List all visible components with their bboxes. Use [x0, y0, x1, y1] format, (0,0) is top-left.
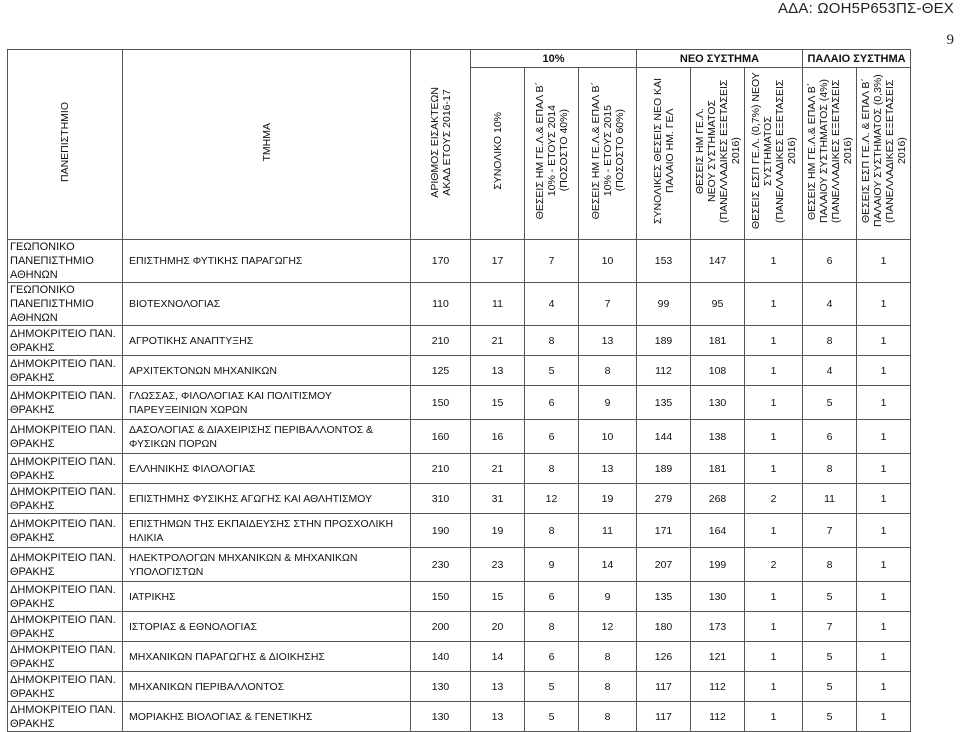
value-cell: 9: [579, 582, 637, 612]
value-cell: 164: [691, 514, 745, 548]
value-cell: 1: [857, 326, 911, 356]
value-cell: 1: [857, 283, 911, 326]
value-cell: 173: [691, 612, 745, 642]
value-cell: 6: [525, 582, 579, 612]
value-cell: 1: [857, 672, 911, 702]
department-cell: ΜΗΧΑΝΙΚΩΝ ΠΑΡΑΓΩΓΗΣ & ΔΙΟΙΚΗΣΗΣ: [123, 642, 411, 672]
value-cell: 160: [411, 420, 471, 454]
value-cell: 1: [745, 672, 803, 702]
table-row: [8, 548, 911, 582]
value-cell: 4: [803, 356, 857, 386]
university-cell: ΔΗΜΟΚΡΙΤΕΙΟ ΠΑΝ. ΘΡΑΚΗΣ: [8, 612, 123, 642]
value-cell: 170: [411, 240, 471, 283]
value-cell: 8: [579, 672, 637, 702]
value-cell: 230: [411, 548, 471, 582]
department-cell: ΗΛΕΚΤΡΟΛΟΓΩΝ ΜΗΧΑΝΙΚΩΝ & ΜΗΧΑΝΙΚΩΝ ΥΠΟΛΟΓΙΣΤΩΝ: [123, 548, 411, 582]
value-cell: 1: [745, 283, 803, 326]
value-cell: 189: [637, 454, 691, 484]
university-cell: ΔΗΜΟΚΡΙΤΕΙΟ ΠΑΝ. ΘΡΑΚΗΣ: [8, 582, 123, 612]
col-old-day: ΘΕΣΕΙΣ ΗΜ ΓΕ.Λ.& ΕΠΑΛ Β΄ ΠΑΛΑΙΟΥ ΣΥΣΤΗΜΑΤΟΣ (4%) (ΠΑΝΕΛΛΑΔΙΚΕΣ ΕΞΕΤΑΣΕΙΣ 2016): [803, 68, 857, 240]
value-cell: 1: [745, 356, 803, 386]
value-cell: 6: [803, 420, 857, 454]
value-cell: 1: [857, 642, 911, 672]
value-cell: 8: [803, 454, 857, 484]
value-cell: 7: [803, 612, 857, 642]
value-cell: 1: [857, 240, 911, 283]
value-cell: 12: [579, 612, 637, 642]
value-cell: 130: [691, 386, 745, 420]
value-cell: 19: [579, 484, 637, 514]
university-cell: ΔΗΜΟΚΡΙΤΕΙΟ ΠΑΝ. ΘΡΑΚΗΣ: [8, 642, 123, 672]
department-cell: ΜΟΡΙΑΚΗΣ ΒΙΟΛΟΓΙΑΣ & ΓΕΝΕΤΙΚΗΣ: [123, 702, 411, 732]
value-cell: 13: [471, 356, 525, 386]
value-cell: 1: [857, 386, 911, 420]
value-cell: 1: [857, 548, 911, 582]
value-cell: 9: [579, 386, 637, 420]
table-row: [8, 582, 911, 612]
value-cell: 1: [857, 582, 911, 612]
value-cell: 1: [857, 484, 911, 514]
value-cell: 15: [471, 582, 525, 612]
value-cell: 23: [471, 548, 525, 582]
value-cell: 130: [411, 702, 471, 732]
value-cell: 1: [857, 454, 911, 484]
value-cell: 8: [803, 326, 857, 356]
value-cell: 125: [411, 356, 471, 386]
value-cell: 1: [745, 420, 803, 454]
value-cell: 5: [803, 642, 857, 672]
value-cell: 110: [411, 283, 471, 326]
value-cell: 138: [691, 420, 745, 454]
value-cell: 1: [745, 514, 803, 548]
department-cell: ΜΗΧΑΝΙΚΩΝ ΠΕΡΙΒΑΛΛΟΝΤΟΣ: [123, 672, 411, 702]
value-cell: 6: [525, 642, 579, 672]
value-cell: 20: [471, 612, 525, 642]
value-cell: 5: [803, 672, 857, 702]
allocation-table: [7, 49, 911, 732]
table-row: [8, 420, 911, 454]
value-cell: 189: [637, 326, 691, 356]
value-cell: 8: [579, 702, 637, 732]
col-total-10: ΣΥΝΟΛΙΚΟ 10%: [471, 68, 525, 240]
value-cell: 310: [411, 484, 471, 514]
value-cell: 11: [803, 484, 857, 514]
value-cell: 108: [691, 356, 745, 386]
value-cell: 8: [803, 548, 857, 582]
table-row: [8, 612, 911, 642]
value-cell: 1: [745, 702, 803, 732]
value-cell: 150: [411, 582, 471, 612]
university-cell: ΔΗΜΟΚΡΙΤΕΙΟ ΠΑΝ. ΘΡΑΚΗΣ: [8, 514, 123, 548]
value-cell: 11: [471, 283, 525, 326]
department-cell: ΕΠΙΣΤΗΜΗΣ ΦΥΣΙΚΗΣ ΑΓΩΓΗΣ ΚΑΙ ΑΘΛΗΤΙΣΜΟΥ: [123, 484, 411, 514]
value-cell: 8: [525, 612, 579, 642]
value-cell: 21: [471, 454, 525, 484]
department-cell: ΕΠΙΣΤΗΜΗΣ ΦΥΤΙΚΗΣ ΠΑΡΑΓΩΓΗΣ: [123, 240, 411, 283]
value-cell: 6: [525, 420, 579, 454]
value-cell: 7: [525, 240, 579, 283]
value-cell: 4: [803, 283, 857, 326]
value-cell: 8: [579, 356, 637, 386]
university-cell: ΔΗΜΟΚΡΙΤΕΙΟ ΠΑΝ. ΘΡΑΚΗΣ: [8, 356, 123, 386]
table-row: [8, 484, 911, 514]
university-cell: ΓΕΩΠΟΝΙΚΟ ΠΑΝΕΠΙΣΤΗΜΙΟ ΑΘΗΝΩΝ: [8, 283, 123, 326]
value-cell: 1: [857, 420, 911, 454]
value-cell: 207: [637, 548, 691, 582]
page-number: 9: [946, 32, 954, 48]
table-row: [8, 386, 911, 420]
department-cell: ΔΑΣΟΛΟΓΙΑΣ & ΔΙΑΧΕΙΡΙΣΗΣ ΠΕΡΙΒΑΛΛΟΝΤΟΣ & ΦΥΣΙΚΩΝ ΠΟΡΩΝ: [123, 420, 411, 454]
value-cell: 190: [411, 514, 471, 548]
value-cell: 150: [411, 386, 471, 420]
university-cell: ΔΗΜΟΚΡΙΤΕΙΟ ΠΑΝ. ΘΡΑΚΗΣ: [8, 702, 123, 732]
value-cell: 210: [411, 326, 471, 356]
value-cell: 130: [691, 582, 745, 612]
value-cell: 5: [803, 386, 857, 420]
value-cell: 2: [745, 548, 803, 582]
value-cell: 1: [857, 514, 911, 548]
value-cell: 200: [411, 612, 471, 642]
group-new-system: ΝΕΟ ΣΥΣΤΗΜΑ: [637, 50, 803, 68]
department-cell: ΑΓΡΟΤΙΚΗΣ ΑΝΑΠΤΥΞΗΣ: [123, 326, 411, 356]
value-cell: 5: [803, 702, 857, 732]
value-cell: 9: [525, 548, 579, 582]
value-cell: 112: [691, 702, 745, 732]
table-row: [8, 642, 911, 672]
value-cell: 199: [691, 548, 745, 582]
value-cell: 10: [579, 420, 637, 454]
value-cell: 1: [857, 702, 911, 732]
table-row: [8, 702, 911, 732]
value-cell: 112: [637, 356, 691, 386]
value-cell: 8: [525, 454, 579, 484]
value-cell: 181: [691, 326, 745, 356]
value-cell: 135: [637, 582, 691, 612]
value-cell: 144: [637, 420, 691, 454]
value-cell: 14: [471, 642, 525, 672]
col-new-evening: ΘΕΣΕΙΣ ΕΣΠ ΓΕ.Λ. (0,7%) ΝΕΟΥ ΣΥΣΤΗΜΑΤΟΣ (ΠΑΝΕΛΛΑΔΙΚΕΣ ΕΞΕΤΑΣΕΙΣ 2016): [745, 68, 803, 240]
value-cell: 117: [637, 702, 691, 732]
value-cell: 31: [471, 484, 525, 514]
value-cell: 13: [471, 672, 525, 702]
value-cell: 13: [471, 702, 525, 732]
value-cell: 7: [803, 514, 857, 548]
value-cell: 180: [637, 612, 691, 642]
table-row: [8, 514, 911, 548]
value-cell: 171: [637, 514, 691, 548]
value-cell: 1: [745, 454, 803, 484]
value-cell: 1: [857, 356, 911, 386]
col-department: ΤΜΗΜΑ: [123, 50, 411, 240]
value-cell: 121: [691, 642, 745, 672]
value-cell: 1: [745, 386, 803, 420]
col-old-evening: ΘΕΣΕΙΣ ΕΣΠ ΓΕ.Λ. & ΕΠΑΛ Β΄ ΠΑΛΑΙΟΥ ΣΥΣΤΗΜΑΤΟΣ (0,3%) (ΠΑΝΕΛΛΑΔΙΚΕΣ ΕΞΕΤΑΣΕΙΣ 2016): [857, 68, 911, 240]
value-cell: 11: [579, 514, 637, 548]
value-cell: 8: [579, 642, 637, 672]
col-university: ΠΑΝΕΠΙΣΤΗΜΙΟ: [8, 50, 123, 240]
department-cell: ΙΣΤΟΡΙΑΣ & ΕΘΝΟΛΟΓΙΑΣ: [123, 612, 411, 642]
university-cell: ΔΗΜΟΚΡΙΤΕΙΟ ΠΑΝ. ΘΡΑΚΗΣ: [8, 420, 123, 454]
department-cell: ΕΠΙΣΤΗΜΩΝ ΤΗΣ ΕΚΠΑΙΔΕΥΣΗΣ ΣΤΗΝ ΠΡΟΣΧΟΛΙΚΗ ΗΛΙΚΙΑ: [123, 514, 411, 548]
value-cell: 19: [471, 514, 525, 548]
value-cell: 17: [471, 240, 525, 283]
table-row: [8, 356, 911, 386]
value-cell: 140: [411, 642, 471, 672]
table-row: [8, 454, 911, 484]
value-cell: 130: [411, 672, 471, 702]
col-admissions: ΑΡΙΘΜΟΣ ΕΙΣΑΚΤΕΩΝ ΑΚΑΔ ΕΤΟΥΣ 2016-17: [411, 50, 471, 240]
table-row: [8, 283, 911, 326]
table-row: [8, 672, 911, 702]
university-cell: ΔΗΜΟΚΡΙΤΕΙΟ ΠΑΝ. ΘΡΑΚΗΣ: [8, 326, 123, 356]
department-cell: ΑΡΧΙΤΕΚΤΟΝΩΝ ΜΗΧΑΝΙΚΩΝ: [123, 356, 411, 386]
department-cell: ΒΙΟΤΕΧΝΟΛΟΓΙΑΣ: [123, 283, 411, 326]
value-cell: 8: [525, 326, 579, 356]
value-cell: 210: [411, 454, 471, 484]
university-cell: ΔΗΜΟΚΡΙΤΕΙΟ ΠΑΝ. ΘΡΑΚΗΣ: [8, 484, 123, 514]
value-cell: 2: [745, 484, 803, 514]
value-cell: 279: [637, 484, 691, 514]
value-cell: 8: [525, 514, 579, 548]
value-cell: 5: [803, 582, 857, 612]
value-cell: 1: [745, 582, 803, 612]
university-cell: ΔΗΜΟΚΡΙΤΕΙΟ ΠΑΝ. ΘΡΑΚΗΣ: [8, 672, 123, 702]
table-row: [8, 240, 911, 283]
value-cell: 6: [525, 386, 579, 420]
value-cell: 5: [525, 702, 579, 732]
value-cell: 99: [637, 283, 691, 326]
value-cell: 147: [691, 240, 745, 283]
col-epal-2015: ΘΕΣΕΙΣ ΗΜ ΓΕ.Λ.& ΕΠΑΛ Β΄ 10% - ΕΤΟΥΣ 2015 (ΠΟΣΟΣΤΟ 60%): [579, 68, 637, 240]
value-cell: 1: [745, 240, 803, 283]
value-cell: 1: [745, 326, 803, 356]
value-cell: 153: [637, 240, 691, 283]
value-cell: 126: [637, 642, 691, 672]
value-cell: 117: [637, 672, 691, 702]
col-total-places: ΣΥΝΟΛΙΚΕΣ ΘΕΣΕΙΣ ΝΕΟ ΚΑΙ ΠΑΛΑΙΟ ΗΜ. ΓΕΛ: [637, 68, 691, 240]
value-cell: 1: [857, 612, 911, 642]
department-cell: ΙΑΤΡΙΚΗΣ: [123, 582, 411, 612]
value-cell: 95: [691, 283, 745, 326]
value-cell: 1: [745, 642, 803, 672]
value-cell: 181: [691, 454, 745, 484]
value-cell: 112: [691, 672, 745, 702]
university-cell: ΔΗΜΟΚΡΙΤΕΙΟ ΠΑΝ. ΘΡΑΚΗΣ: [8, 386, 123, 420]
value-cell: 1: [745, 612, 803, 642]
value-cell: 7: [579, 283, 637, 326]
ada-code: ΑΔΑ: ΩΟΗ5Ρ653ΠΣ-ΘΕΧ: [777, 0, 954, 17]
value-cell: 15: [471, 386, 525, 420]
value-cell: 5: [525, 356, 579, 386]
department-cell: ΕΛΛΗΝΙΚΗΣ ΦΙΛΟΛΟΓΙΑΣ: [123, 454, 411, 484]
value-cell: 12: [525, 484, 579, 514]
group-old-system: ΠΑΛΑΙΟ ΣΥΣΤΗΜΑ: [803, 50, 911, 68]
value-cell: 13: [579, 454, 637, 484]
value-cell: 16: [471, 420, 525, 454]
group-header-row: [8, 50, 911, 68]
value-cell: 4: [525, 283, 579, 326]
value-cell: 21: [471, 326, 525, 356]
university-cell: ΔΗΜΟΚΡΙΤΕΙΟ ΠΑΝ. ΘΡΑΚΗΣ: [8, 454, 123, 484]
group-10-percent: 10%: [471, 50, 637, 68]
department-cell: ΓΛΩΣΣΑΣ, ΦΙΛΟΛΟΓΙΑΣ ΚΑΙ ΠΟΛΙΤΙΣΜΟΥ ΠΑΡΕΥΞΕΙΝΙΩΝ ΧΩΡΩΝ: [123, 386, 411, 420]
value-cell: 268: [691, 484, 745, 514]
university-cell: ΓΕΩΠΟΝΙΚΟ ΠΑΝΕΠΙΣΤΗΜΙΟ ΑΘΗΝΩΝ: [8, 240, 123, 283]
value-cell: 135: [637, 386, 691, 420]
university-cell: ΔΗΜΟΚΡΙΤΕΙΟ ΠΑΝ. ΘΡΑΚΗΣ: [8, 548, 123, 582]
table-row: [8, 326, 911, 356]
value-cell: 6: [803, 240, 857, 283]
value-cell: 10: [579, 240, 637, 283]
value-cell: 14: [579, 548, 637, 582]
value-cell: 5: [525, 672, 579, 702]
value-cell: 13: [579, 326, 637, 356]
col-new-day: ΘΕΣΕΙΣ ΗΜ ΓΕ.Λ. ΝΕΟΥ ΣΥΣΤΗΜΑΤΟΣ (ΠΑΝΕΛΛΑΔΙΚΕΣ ΕΞΕΤΑΣΕΙΣ 2016): [691, 68, 745, 240]
col-epal-2014: ΘΕΣΕΙΣ ΗΜ ΓΕ.Λ.& ΕΠΑΛ Β΄ 10% - ΕΤΟΥΣ 2014 (ΠΟΣΟΣΤΟ 40%): [525, 68, 579, 240]
